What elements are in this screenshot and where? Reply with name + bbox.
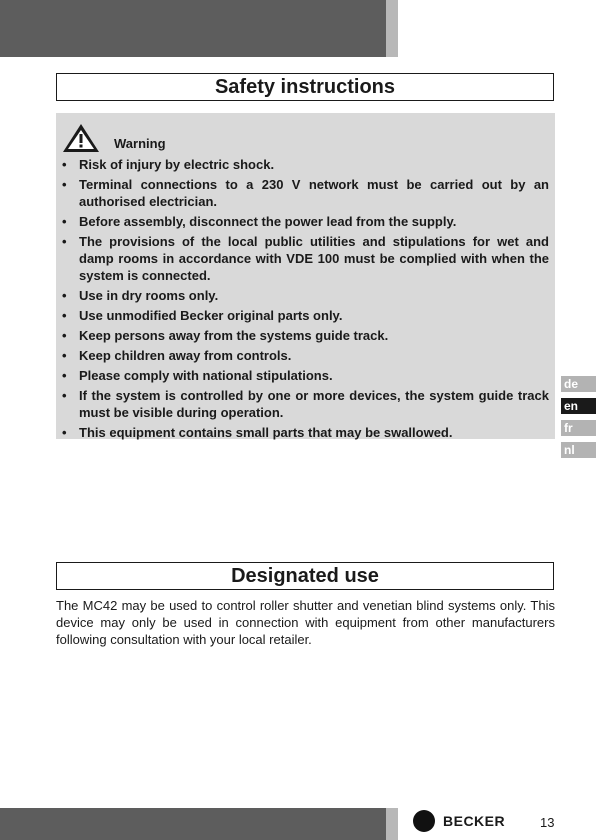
logo-mark	[413, 810, 435, 832]
language-tab-de[interactable]: de	[561, 376, 596, 392]
warning-panel	[56, 113, 555, 439]
bullet-icon: •	[62, 308, 67, 323]
header-band-edge	[386, 0, 398, 57]
warning-header	[62, 123, 549, 153]
warning-item-text: This equipment contains small parts that may be swallowed.	[79, 425, 453, 440]
warning-item-text: The provisions of the local public utilities and stipulations for wet and damp rooms in accordance with VDE 100 must be complied with when the system is connected.	[79, 234, 549, 283]
language-tab-fr[interactable]: fr	[561, 420, 596, 436]
warning-item	[62, 367, 549, 384]
safety-instructions-heading: Safety instructions	[56, 73, 554, 101]
warning-item-text: Use unmodified Becker original parts only.	[79, 308, 343, 323]
warning-item	[62, 176, 549, 210]
designated-use-text: The MC42 may be used to control roller shutter and venetian blind systems only. This device may only be used in connection with equipment from other manufacturers following consultation with your local retailer.	[56, 598, 555, 647]
bullet-icon: •	[62, 348, 67, 363]
language-tab-nl[interactable]: nl	[561, 442, 596, 458]
bullet-icon: •	[62, 288, 67, 303]
bullet-icon: •	[62, 157, 67, 172]
warning-item	[62, 233, 549, 284]
warning-item-text: Risk of injury by electric shock.	[79, 157, 275, 172]
warning-triangle-icon	[62, 123, 100, 153]
warning-item-text: Please comply with national stipulations.	[79, 368, 333, 383]
bullet-icon: •	[62, 328, 67, 343]
warning-item-text: Keep persons away from the systems guide track.	[79, 328, 389, 343]
warning-item	[62, 327, 549, 344]
bullet-icon: •	[62, 425, 67, 440]
designated-use-heading: Designated use	[56, 562, 554, 590]
warning-item-text: Before assembly, disconnect the power lead from the supply.	[79, 214, 457, 229]
warning-item	[62, 307, 549, 324]
bullet-icon: •	[62, 214, 67, 229]
bullet-icon: •	[62, 368, 67, 383]
warning-item	[62, 156, 549, 173]
footer-band	[0, 808, 386, 840]
warning-item	[62, 387, 549, 421]
warning-label: Warning	[114, 135, 166, 151]
warning-item-text: If the system is controlled by one or more devices, the system guide track must be visible during operation.	[79, 388, 549, 420]
warning-item	[62, 347, 549, 364]
header-band	[0, 0, 386, 57]
warning-item	[62, 213, 549, 230]
warning-item-text: Use in dry rooms only.	[79, 288, 219, 303]
becker-logo	[413, 810, 505, 832]
warning-list	[62, 156, 549, 441]
language-tabs	[561, 376, 596, 464]
bullet-icon: •	[62, 234, 67, 249]
warning-item-text: Keep children away from controls.	[79, 348, 292, 363]
warning-item-text: Terminal connections to a 230 V network must be carried out by an authorised electrician.	[79, 177, 549, 209]
bullet-icon: •	[62, 388, 67, 403]
page-number: 13	[540, 815, 555, 830]
warning-item	[62, 424, 549, 441]
language-tab-en[interactable]: en	[561, 398, 596, 414]
footer-band-edge	[386, 808, 398, 840]
warning-item	[62, 287, 549, 304]
logo-text: BECKER	[443, 813, 506, 829]
bullet-icon: •	[62, 177, 67, 192]
